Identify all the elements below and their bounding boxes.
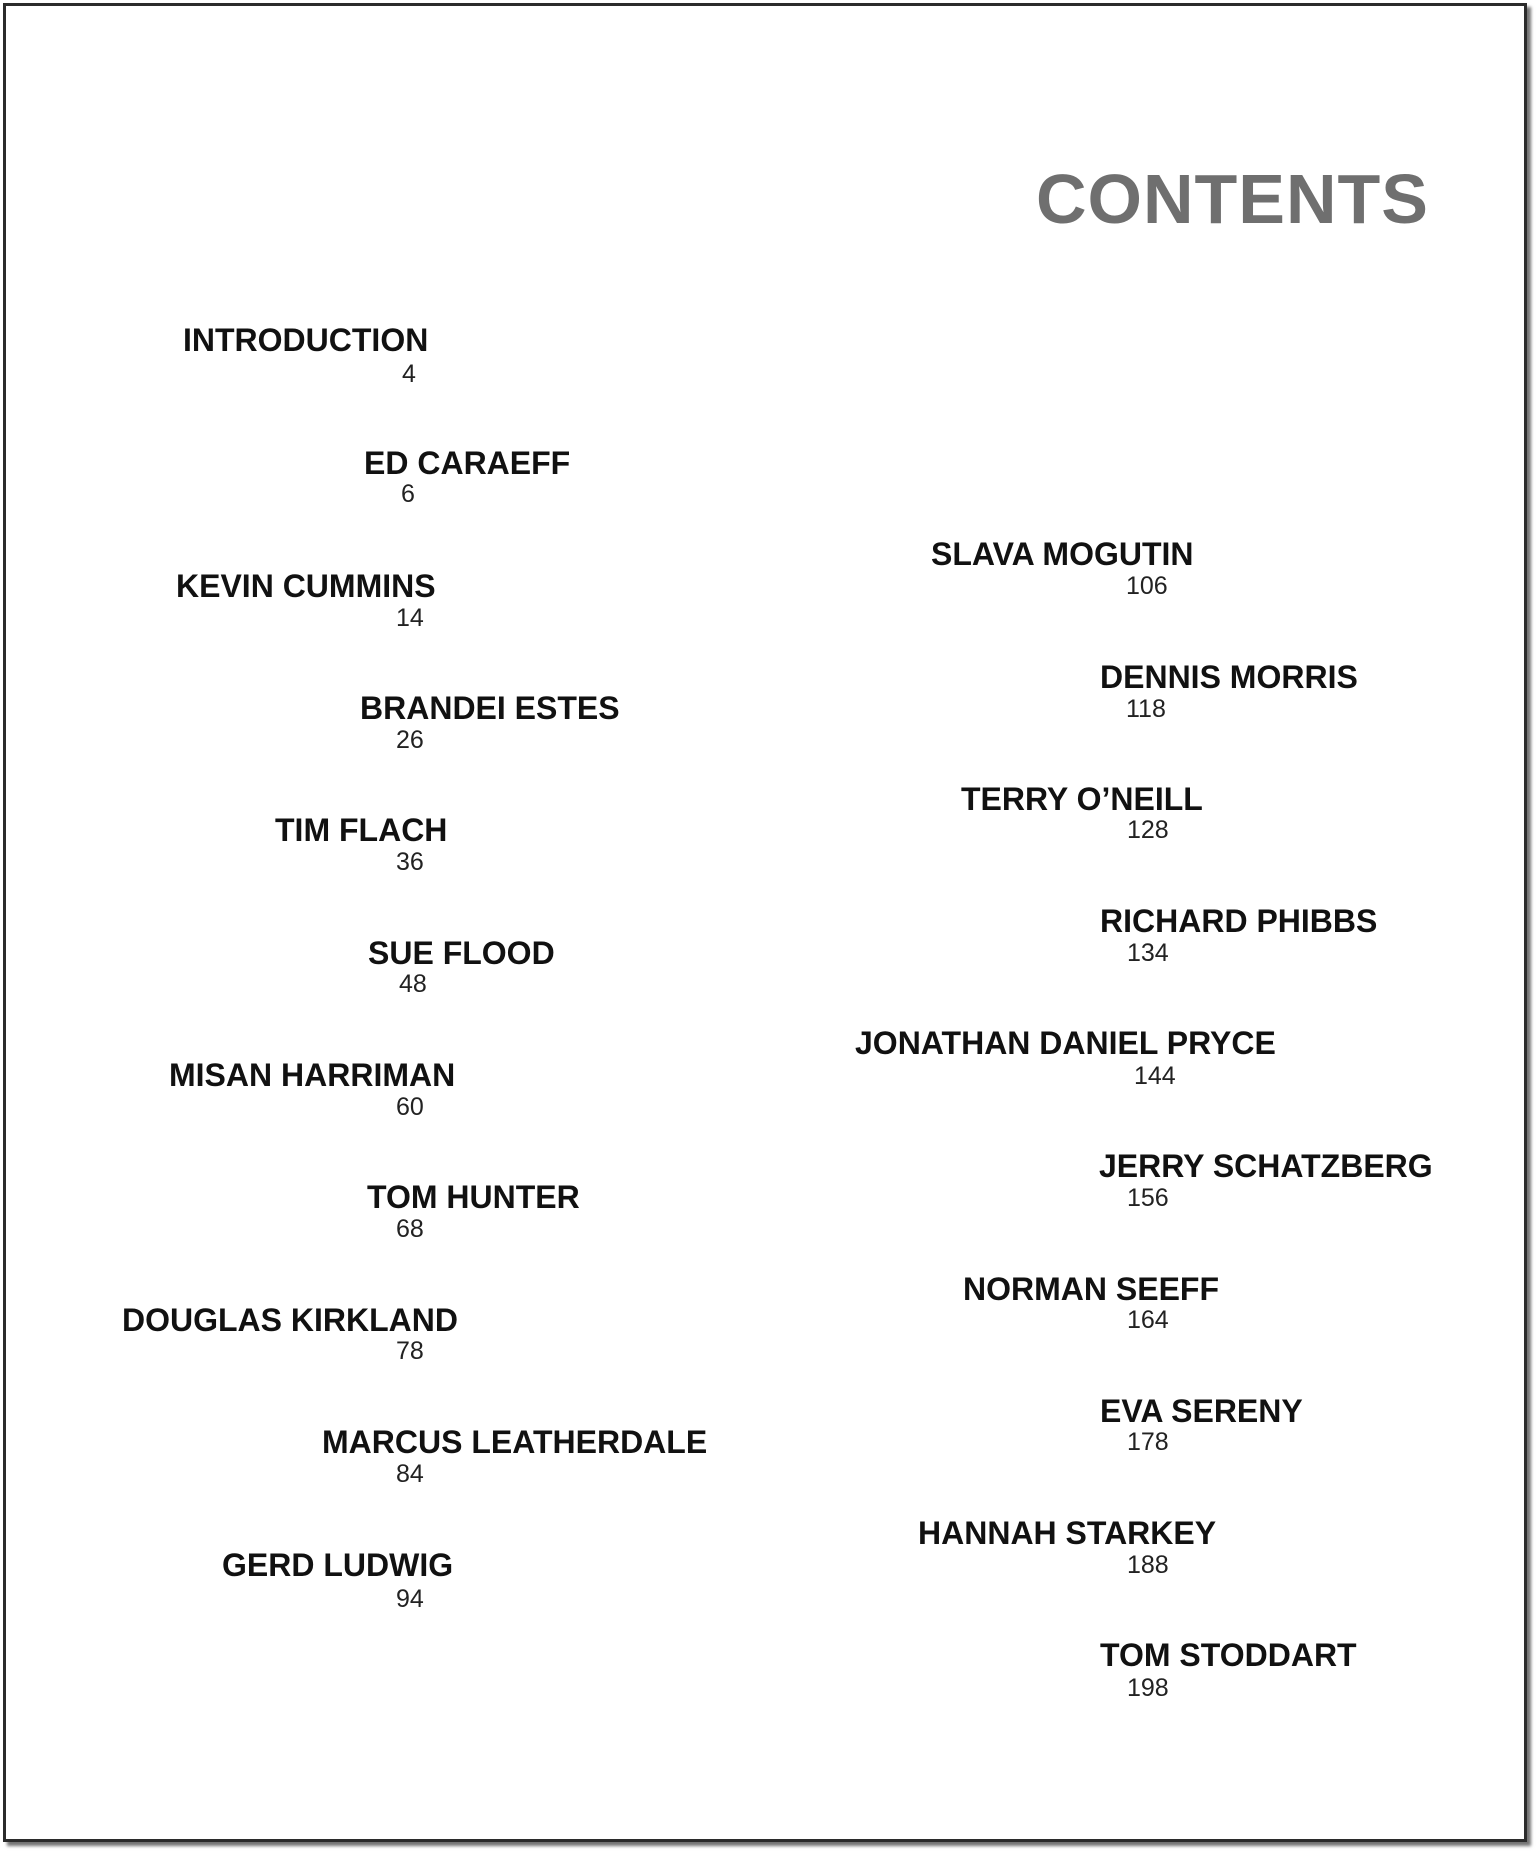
- toc-entry-page: 134: [1127, 939, 1169, 967]
- toc-entry-page: 78: [396, 1337, 424, 1365]
- toc-entry-name: INTRODUCTION: [183, 322, 429, 358]
- toc-entry-page: 198: [1127, 1674, 1169, 1702]
- toc-entry-page: 128: [1127, 816, 1169, 844]
- toc-entry-page: 106: [1126, 572, 1168, 600]
- toc-entry-name: RICHARD PHIBBS: [1100, 903, 1378, 939]
- toc-entry-page: 178: [1127, 1428, 1169, 1456]
- toc-entry-name: HANNAH STARKEY: [918, 1515, 1217, 1551]
- toc-entry-name: TERRY O’NEILL: [961, 781, 1203, 817]
- toc-entry-name: NORMAN SEEFF: [963, 1271, 1219, 1307]
- toc-entry-name: JERRY SCHATZBERG: [1099, 1148, 1433, 1184]
- toc-entry-page: 60: [396, 1093, 424, 1121]
- toc-entry-page: 6: [401, 480, 415, 508]
- toc-entry-douglas-kirkland[interactable]: [122, 1302, 458, 1365]
- toc-entry-name: SUE FLOOD: [368, 935, 555, 971]
- toc-entry-norman-seeff[interactable]: [963, 1271, 1219, 1334]
- toc-entry-name: TOM HUNTER: [367, 1179, 580, 1215]
- toc-entry-tim-flach[interactable]: [275, 812, 448, 876]
- toc-entry-tom-stoddart[interactable]: [1100, 1637, 1357, 1702]
- toc-entry-page: 4: [402, 360, 416, 388]
- toc-entry-name: KEVIN CUMMINS: [176, 568, 436, 604]
- toc-entry-tom-hunter[interactable]: [367, 1179, 580, 1243]
- toc-entry-gerd-ludwig[interactable]: [222, 1547, 454, 1613]
- toc-entry-page: 36: [396, 848, 424, 876]
- toc-entry-introduction[interactable]: [183, 322, 429, 388]
- toc-entry-page: 26: [396, 726, 424, 754]
- toc-entry-page: 94: [396, 1585, 424, 1613]
- toc-entry-kevin-cummins[interactable]: [176, 568, 436, 632]
- toc-entry-terry-oneill[interactable]: [961, 781, 1203, 844]
- toc-entry-page: 144: [1134, 1062, 1176, 1090]
- toc-entry-page: 84: [396, 1460, 424, 1488]
- toc-entry-name: TOM STODDART: [1100, 1637, 1357, 1673]
- page-title: CONTENTS: [1036, 160, 1429, 238]
- toc-entry-page: 118: [1126, 695, 1166, 723]
- toc-entry-slava-mogutin[interactable]: [931, 536, 1194, 600]
- toc-entry-page: 68: [396, 1215, 424, 1243]
- toc-entry-page: 14: [396, 604, 424, 632]
- toc-entry-name: EVA SERENY: [1100, 1393, 1303, 1429]
- toc-entry-name: JONATHAN DANIEL PRYCE: [855, 1025, 1276, 1061]
- toc-entry-richard-phibbs[interactable]: [1100, 903, 1378, 967]
- toc-entry-name: DOUGLAS KIRKLAND: [122, 1302, 458, 1338]
- toc-entry-eva-sereny[interactable]: [1100, 1393, 1303, 1456]
- toc-entry-name: DENNIS MORRIS: [1100, 659, 1358, 695]
- toc-entry-page: 48: [399, 970, 427, 998]
- toc-entry-name: TIM FLACH: [275, 812, 448, 848]
- toc-entry-misan-harriman[interactable]: [169, 1057, 456, 1121]
- toc-entry-name: MARCUS LEATHERDALE: [322, 1424, 708, 1460]
- toc-entry-name: SLAVA MOGUTIN: [931, 536, 1194, 572]
- toc-entry-hannah-starkey[interactable]: [918, 1515, 1217, 1579]
- toc-entry-page: 156: [1127, 1184, 1169, 1212]
- toc-entry-name: BRANDEI ESTES: [360, 690, 620, 726]
- toc-entry-name: MISAN HARRIMAN: [169, 1057, 456, 1093]
- toc-entry-sue-flood[interactable]: [368, 935, 555, 998]
- toc-entry-page: 164: [1127, 1306, 1169, 1334]
- toc-entry-ed-caraeff[interactable]: [364, 445, 571, 508]
- toc-entry-jonathan-daniel-pryce[interactable]: [855, 1025, 1276, 1090]
- toc-entry-marcus-leatherdale[interactable]: [322, 1424, 708, 1488]
- toc-entry-jerry-schatzberg[interactable]: [1099, 1148, 1433, 1212]
- toc-entry-name: GERD LUDWIG: [222, 1547, 454, 1583]
- toc-entry-brandei-estes[interactable]: [360, 690, 620, 754]
- toc-entry-page: 188: [1127, 1551, 1169, 1579]
- toc-entry-dennis-morris[interactable]: [1100, 659, 1358, 723]
- toc-entry-name: ED CARAEFF: [364, 445, 571, 481]
- page-frame: [3, 3, 1527, 1842]
